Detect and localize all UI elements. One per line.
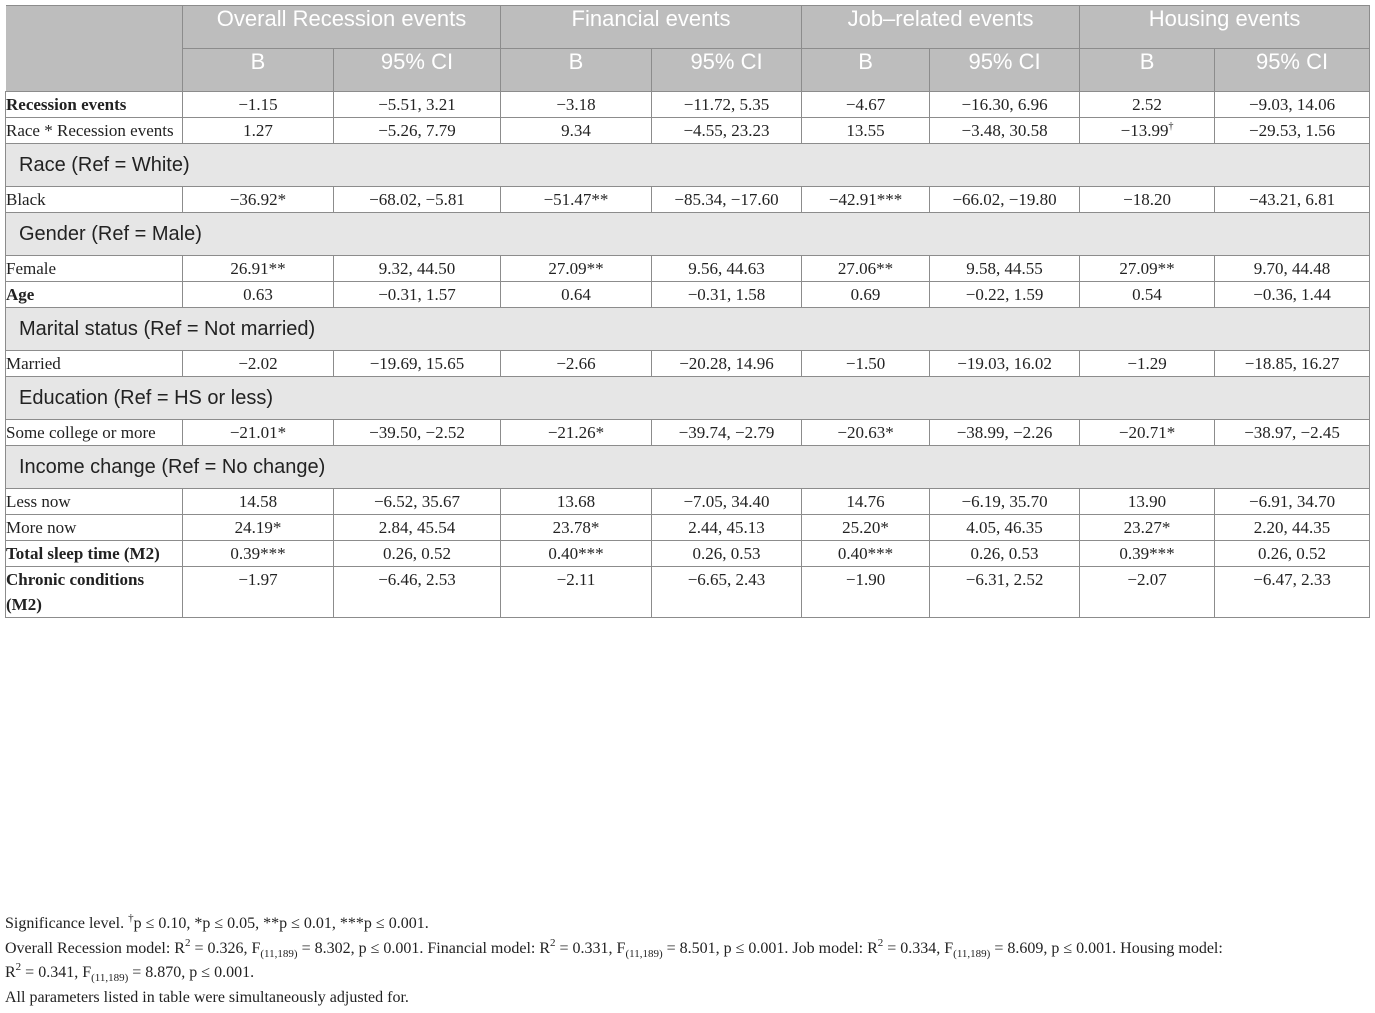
cell: 9.58, 44.55	[930, 256, 1080, 282]
cell: 9.32, 44.50	[334, 256, 501, 282]
group-label-race: Race (Ref = White)	[6, 144, 1370, 187]
cell: −2.66	[501, 351, 652, 377]
cell: 0.40***	[802, 541, 930, 567]
cell: 2.52	[1080, 92, 1215, 118]
row-label: Married	[6, 351, 183, 377]
regression-table	[5, 5, 1370, 618]
col-header-b: B	[183, 49, 334, 92]
cell: 0.64	[501, 282, 652, 308]
cell: 27.09**	[501, 256, 652, 282]
cell: −36.92*	[183, 187, 334, 213]
cell: 13.55	[802, 118, 930, 144]
cell: −3.48, 30.58	[930, 118, 1080, 144]
cell-with-dagger	[1080, 118, 1215, 144]
cell: −2.02	[183, 351, 334, 377]
col-header-b: B	[1080, 49, 1215, 92]
cell: −20.28, 14.96	[652, 351, 802, 377]
cell: 0.69	[802, 282, 930, 308]
note-text: R	[5, 964, 16, 981]
group-row	[6, 308, 1370, 351]
superscript: 2	[15, 961, 22, 973]
cell: −7.05, 34.40	[652, 489, 802, 515]
row-label: Race * Recession events	[6, 118, 183, 144]
cell: 27.09**	[1080, 256, 1215, 282]
cell: −38.99, −2.26	[930, 420, 1080, 446]
cell: −66.02, −19.80	[930, 187, 1080, 213]
cell: −19.03, 16.02	[930, 351, 1080, 377]
row-label: Less now	[6, 489, 183, 515]
table-row	[6, 351, 1370, 377]
cell: −2.11	[501, 567, 652, 618]
subscript: (11,189)	[260, 947, 298, 960]
cell: −16.30, 6.96	[930, 92, 1080, 118]
col-header-ci: 95% CI	[334, 49, 501, 92]
col-header-ci: 95% CI	[930, 49, 1080, 92]
table-row	[6, 420, 1370, 446]
cell: −1.29	[1080, 351, 1215, 377]
superscript: 2	[184, 936, 191, 949]
cell: −29.53, 1.56	[1215, 118, 1370, 144]
note-text: Overall Recession model: R	[5, 939, 185, 957]
row-label: Total sleep time (M2)	[6, 541, 183, 567]
row-label: Female	[6, 256, 183, 282]
table-row	[6, 515, 1370, 541]
model-header-overall: Overall Recession events	[183, 6, 501, 49]
cell: 24.19*	[183, 515, 334, 541]
subscript: (11,189)	[91, 972, 129, 984]
cell: 23.78*	[501, 515, 652, 541]
cell: −6.91, 34.70	[1215, 489, 1370, 515]
cell: −20.71*	[1080, 420, 1215, 446]
row-label: Black	[6, 187, 183, 213]
cell: −39.74, −2.79	[652, 420, 802, 446]
cell: 9.70, 44.48	[1215, 256, 1370, 282]
significance-note	[5, 912, 1371, 937]
note-text: = 8.302, p ≤ 0.001. Financial model: R	[297, 939, 551, 957]
cell: 13.90	[1080, 489, 1215, 515]
cell: −0.31, 1.57	[334, 282, 501, 308]
cell: −21.01*	[183, 420, 334, 446]
cell: −1.90	[802, 567, 930, 618]
group-label-gender: Gender (Ref = Male)	[6, 213, 1370, 256]
cell: −3.18	[501, 92, 652, 118]
model-header-job: Job–related events	[802, 6, 1080, 49]
table-row	[6, 282, 1370, 308]
note-text: = 8.609, p ≤ 0.001. Housing model:	[990, 939, 1223, 957]
model-fit-note	[5, 937, 1371, 986]
cell: −0.36, 1.44	[1215, 282, 1370, 308]
cell: 0.39***	[183, 541, 334, 567]
cell: −21.26*	[501, 420, 652, 446]
model-header-housing: Housing events	[1080, 6, 1370, 49]
cell: 27.06**	[802, 256, 930, 282]
cell: −20.63*	[802, 420, 930, 446]
cell: 26.91**	[183, 256, 334, 282]
cell: 14.76	[802, 489, 930, 515]
col-header-b: B	[802, 49, 930, 92]
cell: 0.26, 0.53	[652, 541, 802, 567]
cell: −19.69, 15.65	[334, 351, 501, 377]
group-label-education: Education (Ref = HS or less)	[6, 377, 1370, 420]
cell: −1.15	[183, 92, 334, 118]
cell: −0.22, 1.59	[930, 282, 1080, 308]
cell: −6.65, 2.43	[652, 567, 802, 618]
cell: −11.72, 5.35	[652, 92, 802, 118]
row-label: Age	[6, 282, 183, 308]
cell: 2.84, 45.54	[334, 515, 501, 541]
cell: 0.40***	[501, 541, 652, 567]
cell: 0.26, 0.52	[334, 541, 501, 567]
table-row	[6, 256, 1370, 282]
cell: −5.26, 7.79	[334, 118, 501, 144]
cell: −5.51, 3.21	[334, 92, 501, 118]
cell: −51.47**	[501, 187, 652, 213]
table-row	[6, 118, 1370, 144]
row-label: Chronic conditions (M2)	[6, 567, 183, 618]
adjustment-note: All parameters listed in table were simultaneously adjusted for.	[5, 988, 409, 1006]
note-text: = 0.334, F	[883, 939, 954, 957]
table-row	[6, 541, 1370, 567]
cell: −1.97	[183, 567, 334, 618]
model-header-financial: Financial events	[501, 6, 802, 49]
cell: 0.63	[183, 282, 334, 308]
col-header-ci: 95% CI	[652, 49, 802, 92]
cell: −43.21, 6.81	[1215, 187, 1370, 213]
superscript: 2	[550, 936, 556, 949]
col-header-b: B	[501, 49, 652, 92]
cell: 0.26, 0.53	[930, 541, 1080, 567]
group-label-marital: Marital status (Ref = Not married)	[6, 308, 1370, 351]
cell: 4.05, 46.35	[930, 515, 1080, 541]
subscript: (11,189)	[953, 947, 991, 960]
cell: −18.20	[1080, 187, 1215, 213]
cell: −2.07	[1080, 567, 1215, 618]
cell: 13.68	[501, 489, 652, 515]
cell: −42.91***	[802, 187, 930, 213]
table-row	[6, 567, 1370, 618]
col-header-ci: 95% CI	[1215, 49, 1370, 92]
cell: −6.19, 35.70	[930, 489, 1080, 515]
cell: −6.52, 35.67	[334, 489, 501, 515]
group-label-income: Income change (Ref = No change)	[6, 446, 1370, 489]
table-footnotes	[5, 912, 1371, 1010]
cell: −4.55, 23.23	[652, 118, 802, 144]
cell: −1.50	[802, 351, 930, 377]
cell: −18.85, 16.27	[1215, 351, 1370, 377]
cell: 9.34	[501, 118, 652, 144]
cell: −0.31, 1.58	[652, 282, 802, 308]
cell: 0.54	[1080, 282, 1215, 308]
cell-value: −13.99	[1120, 121, 1169, 140]
header-corner	[6, 6, 183, 92]
note-text: = 0.326, F	[190, 939, 261, 957]
table-row	[6, 92, 1370, 118]
subscript: (11,189)	[625, 947, 663, 960]
note-text: Significance level.	[5, 915, 129, 932]
group-row	[6, 144, 1370, 187]
cell: −39.50, −2.52	[334, 420, 501, 446]
cell: 14.58	[183, 489, 334, 515]
note-text: = 0.341, F	[21, 964, 92, 981]
row-label: Recession events	[6, 92, 183, 118]
cell: 9.56, 44.63	[652, 256, 802, 282]
cell: 2.44, 45.13	[652, 515, 802, 541]
cell: −4.67	[802, 92, 930, 118]
cell: −6.47, 2.33	[1215, 567, 1370, 618]
table-row	[6, 489, 1370, 515]
cell: 0.39***	[1080, 541, 1215, 567]
group-row	[6, 446, 1370, 489]
dagger-mark: †	[1168, 121, 1174, 132]
cell: −6.46, 2.53	[334, 567, 501, 618]
cell: −38.97, −2.45	[1215, 420, 1370, 446]
cell: 23.27*	[1080, 515, 1215, 541]
cell: 1.27	[183, 118, 334, 144]
group-row	[6, 213, 1370, 256]
cell: −6.31, 2.52	[930, 567, 1080, 618]
cell: 0.26, 0.52	[1215, 541, 1370, 567]
cell: 25.20*	[802, 515, 930, 541]
table-row	[6, 187, 1370, 213]
cell: −68.02, −5.81	[334, 187, 501, 213]
cell: −9.03, 14.06	[1215, 92, 1370, 118]
cell: 2.20, 44.35	[1215, 515, 1370, 541]
note-text: = 0.331, F	[555, 939, 626, 957]
note-text: p ≤ 0.10, *p ≤ 0.05, **p ≤ 0.01, ***p ≤ 0.001.	[133, 915, 429, 932]
note-text: = 8.501, p ≤ 0.001. Job model: R	[662, 939, 878, 957]
group-row	[6, 377, 1370, 420]
row-label: Some college or more	[6, 420, 183, 446]
row-label: More now	[6, 515, 183, 541]
cell: −85.34, −17.60	[652, 187, 802, 213]
note-text: = 8.870, p ≤ 0.001.	[128, 964, 255, 981]
dagger-mark: †	[128, 912, 134, 924]
superscript: 2	[877, 936, 884, 949]
